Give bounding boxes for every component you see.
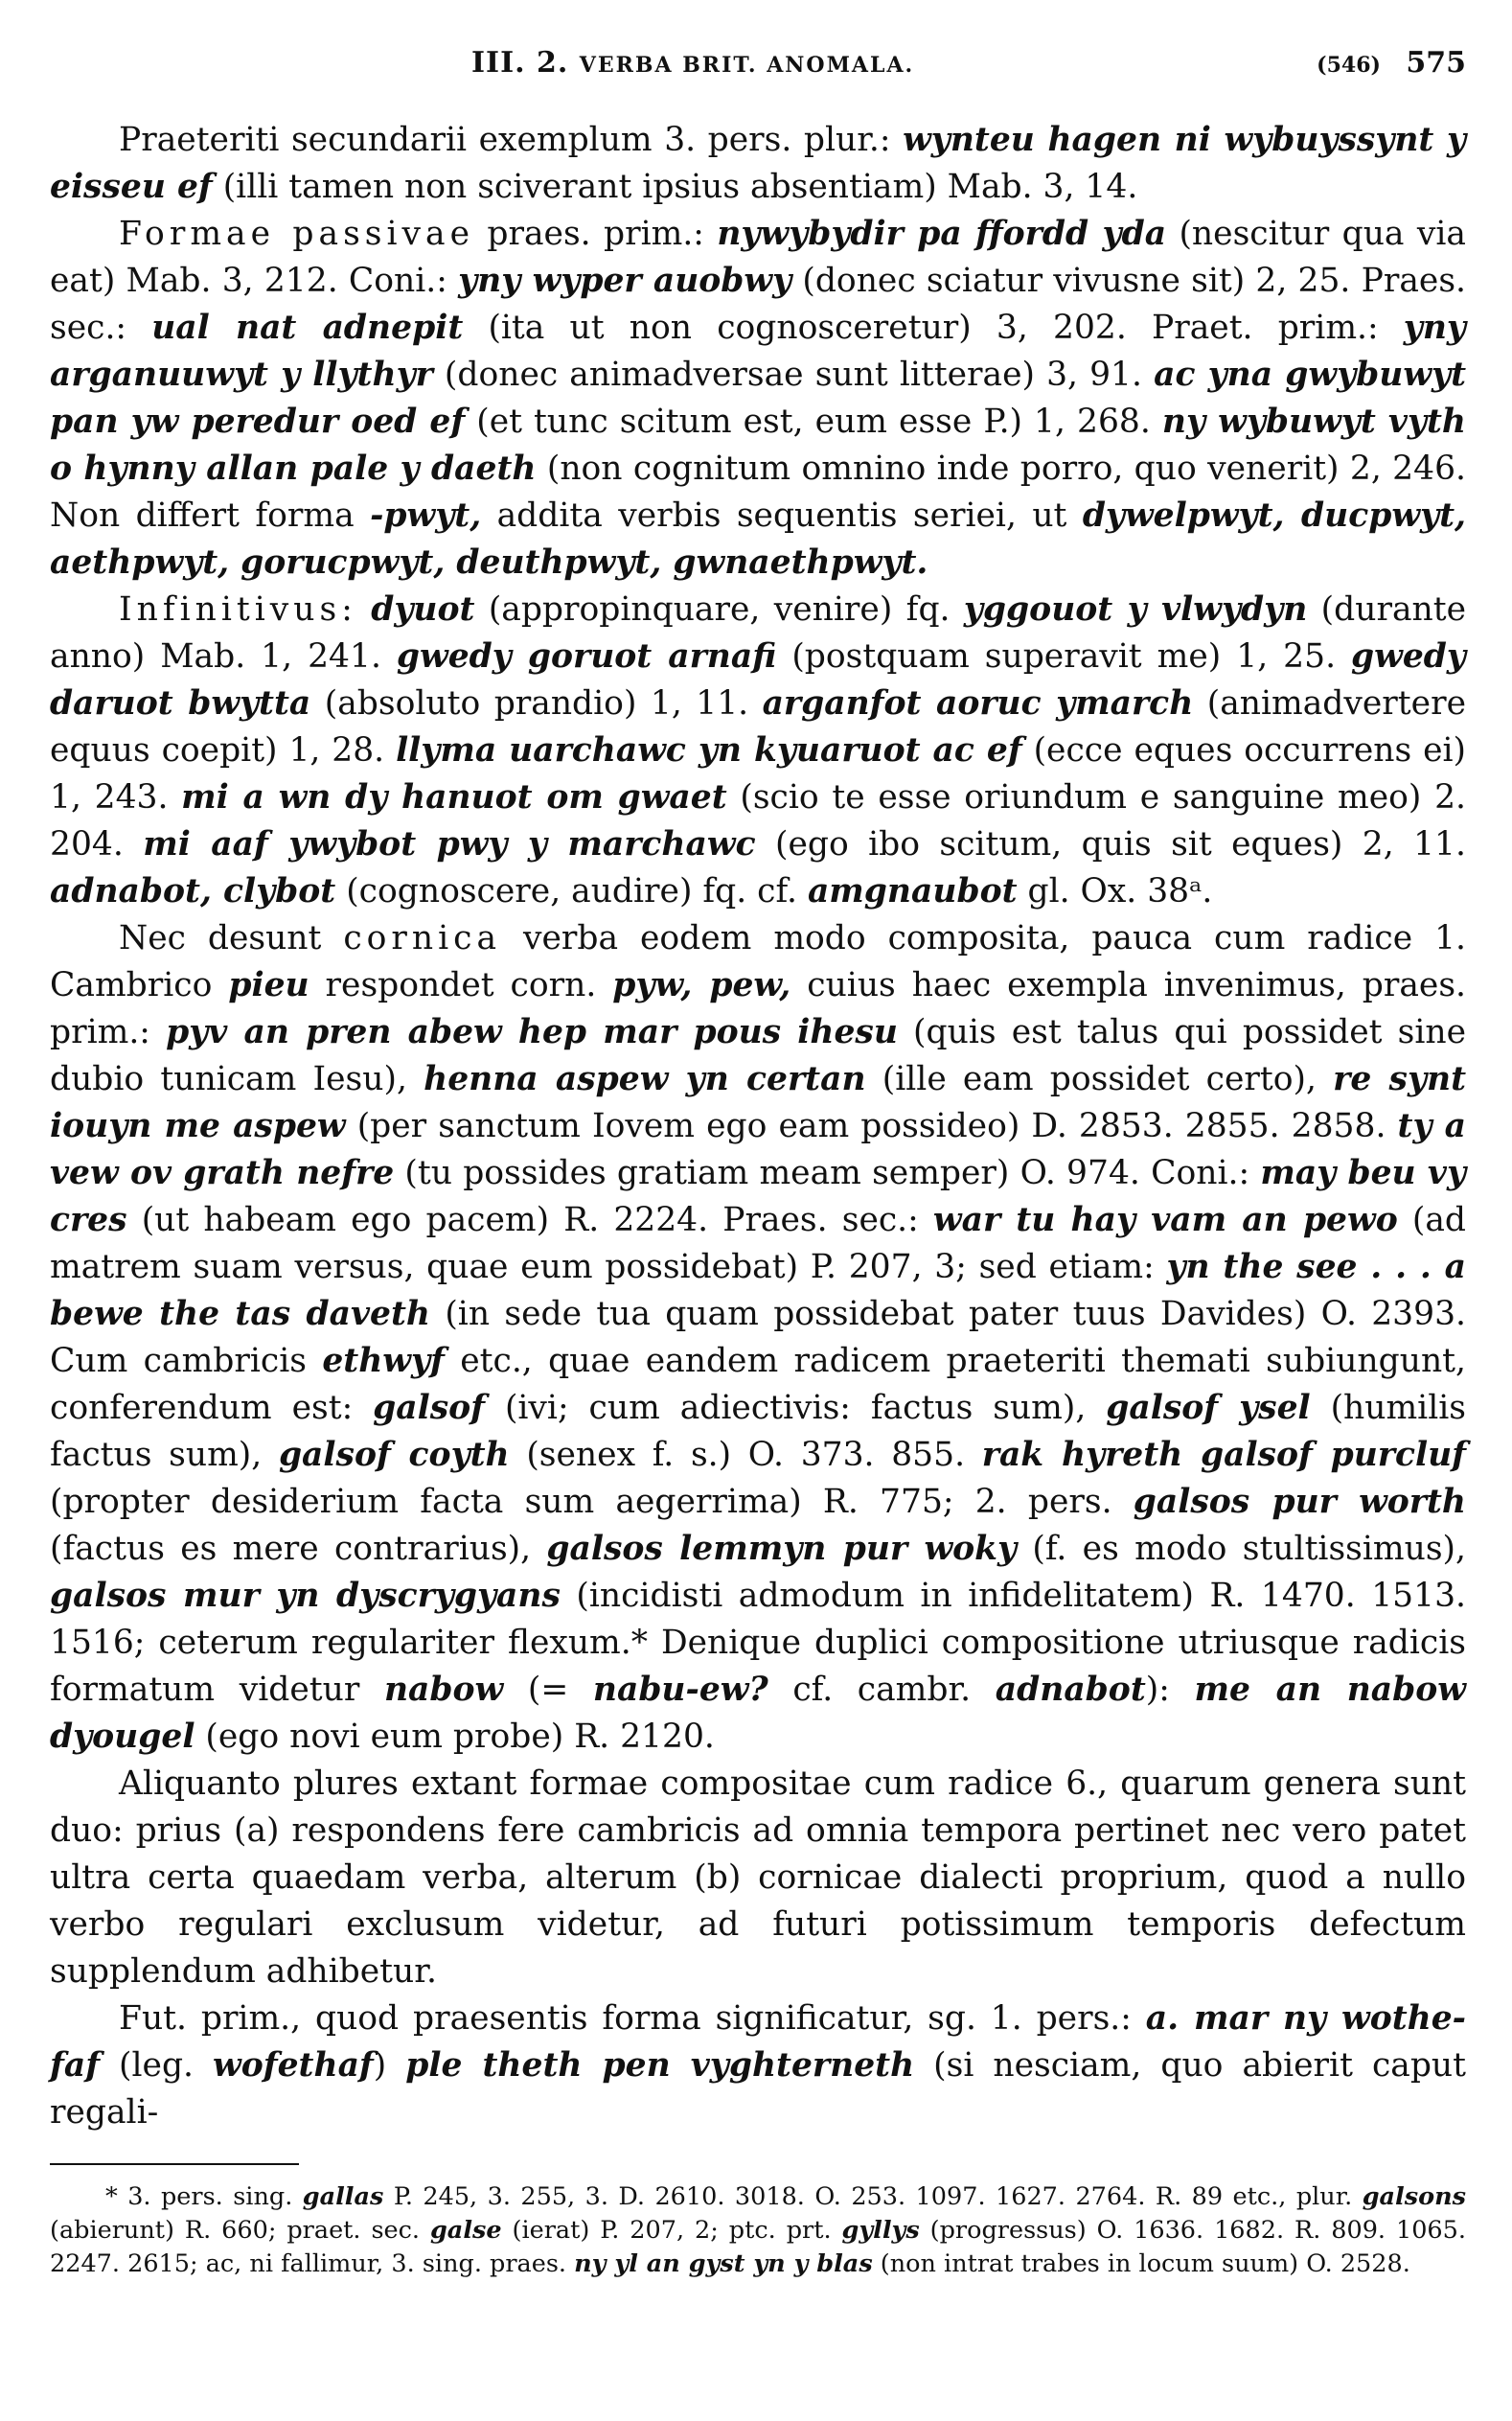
edition-page-number: (546)	[1317, 53, 1381, 78]
running-title	[471, 46, 914, 80]
welsh-cornish-quote: gwedy daruot bwytta	[50, 637, 1466, 723]
paragraph-future	[50, 1995, 1466, 2136]
welsh-cornish-quote: llyma uarchawc yn kyuaruot ac ef	[396, 731, 1022, 770]
welsh-cornish-quote: gyllys	[841, 2216, 920, 2245]
text-run: (abierunt) R. 660; praet. sec.	[50, 2216, 430, 2245]
text-run: cuius haec exempla invenimus, praes. prim.:	[50, 966, 1467, 1051]
welsh-cornish-quote: galsos lemmyn pur woky	[546, 1530, 1018, 1568]
text-run: (ivi; cum adiectivis: factus sum),	[485, 1389, 1107, 1427]
welsh-cornish-quote: mi a wn dy hanuot om gwaet	[181, 778, 727, 817]
spaced-term: cornica	[343, 919, 502, 957]
welsh-cornish-quote: -pwyt,	[370, 496, 482, 535]
text-run: (nescitur qua via eat) Mab. 3, 212. Coni.:	[50, 215, 1466, 300]
text-run: (senex f. s.) O. 373. 855.	[509, 1436, 982, 1474]
text-run: P. 245, 3. 255, 3. D. 2610. 3018. O. 253. 1097. 1627. 2764. R. 89 etc., plur.	[383, 2182, 1363, 2211]
text-run: (non intrat trabes in locum suum) O. 2528.	[872, 2249, 1410, 2278]
text-run: (tu possides gratiam meam semper) O. 974. Coni.:	[394, 1154, 1261, 1192]
text-run: (factus es mere contrarius),	[50, 1530, 547, 1568]
text-run: (ierat) P. 207, 2; ptc. prt.	[501, 2216, 842, 2245]
welsh-cornish-quote: arganfot aoruc ymarch	[762, 684, 1194, 723]
text-run: (per sanctum Iovem ego eam possideo) D. 2853. 2855. 2858.	[345, 1107, 1398, 1145]
text-run: (donec animadversae sunt litterae) 3, 91.	[432, 356, 1155, 394]
text-run: (cognoscere, audire) fq. cf.	[335, 872, 808, 911]
text-run: Praeteriti secundarii exemplum 3. pers. plur.:	[119, 121, 904, 159]
welsh-cornish-quote: ual nat adnepit	[151, 309, 464, 347]
text-run: (progressus) O. 1636. 1682. R. 809. 1065. 2247. 2615; ac, ni fallimur, 3. sing. praes.	[50, 2216, 1466, 2278]
text-run: (ego novi eum probe) R. 2120.	[195, 1718, 715, 1756]
welsh-cornish-quote: mi aaf ywybot pwy y marchawc	[143, 825, 756, 864]
text-run: (ecce eques occurrens ei) 1, 243.	[50, 731, 1467, 817]
welsh-cornish-quote: ty a vew ov grath nefre	[50, 1107, 1466, 1192]
text-run: (scio te esse oriundum e sanguine meo) 2. 204.	[50, 778, 1466, 864]
welsh-cornish-quote: a. mar ny wothe-faf	[50, 1999, 1466, 2085]
text-run: (appropinquare, venire) fq.	[474, 590, 964, 629]
welsh-cornish-quote: dyuot	[371, 590, 475, 629]
welsh-cornish-quote: henna aspew yn certan	[424, 1060, 866, 1098]
text-run: cf. cambr.	[767, 1671, 996, 1709]
text-run: (ad matrem suam versus, quae eum possidebat) P. 207, 3; sed etiam:	[50, 1201, 1466, 1286]
text-run: Fut. prim., quod praesentis forma significatur, sg. 1. pers.:	[119, 1999, 1146, 2038]
text-run: (non cognitum omnino inde porro, quo venerit) 2, 246. Non differt forma	[50, 450, 1466, 535]
paragraph-passive-forms	[50, 211, 1466, 587]
text-run: (incidisti admodum in infidelitatem) R. 1470. 1513. 1516; ceterum regulariter flexum.* Denique duplici compositione utriusque radicis formatum videtur	[50, 1577, 1466, 1709]
running-header	[50, 38, 1466, 96]
welsh-cornish-quote: rak hyreth galsof purcluf	[981, 1436, 1467, 1474]
text-run: (et tunc scitum est, eum esse P.) 1, 268.	[465, 403, 1162, 441]
text-run: addita verbis sequentis seriei, ut	[481, 496, 1083, 535]
text-run: (leg.	[100, 2046, 214, 2085]
welsh-cornish-quote: yny arganuuwyt y llythyr	[50, 309, 1466, 394]
welsh-cornish-quote: nabow	[383, 1671, 504, 1709]
welsh-cornish-quote: pieu	[228, 966, 309, 1004]
text-run: (=	[503, 1671, 593, 1709]
welsh-cornish-quote: yn the see . . . a bewe the tas daveth	[50, 1248, 1467, 1333]
welsh-cornish-quote: war tu hay vam an pewo	[932, 1201, 1398, 1239]
text-run: (si nesciam, quo abierit caput regali-	[50, 2046, 1467, 2132]
spaced-term: Infinitivus:	[119, 590, 357, 629]
welsh-cornish-quote: galsos pur worth	[1133, 1483, 1466, 1521]
header-title: VERBA BRIT. ANOMALA.	[579, 53, 915, 78]
welsh-cornish-quote: gallas	[302, 2182, 384, 2211]
welsh-cornish-quote: wynteu hagen ni wybuyssynt y eisseu ef	[50, 121, 1466, 206]
text-run: (illi tamen non sciverant ipsius absentiam) Mab. 3, 14.	[212, 168, 1138, 206]
welsh-cornish-quote: pyw, pew,	[612, 966, 791, 1004]
welsh-cornish-quote: galse	[429, 2216, 502, 2245]
text-run: (durante anno) Mab. 1, 241.	[50, 590, 1467, 676]
welsh-cornish-quote: ac yna gwybuwyt pan yw peredur oed ef	[50, 356, 1467, 441]
welsh-cornish-quote: nywybydir pa ffordd yda	[717, 215, 1167, 253]
page-numbers	[1317, 46, 1466, 80]
welsh-cornish-quote: pyv an pren abew hep mar pous ihesu	[166, 1013, 898, 1051]
welsh-cornish-quote: gwedy goruot arnafi	[396, 637, 777, 676]
text-run: (ego ibo scitum, quis sit eques) 2, 11.	[755, 825, 1466, 864]
paragraph-infinitive	[50, 587, 1466, 915]
welsh-cornish-quote: galsof	[373, 1389, 485, 1427]
text-run: * 3. pers. sing.	[105, 2182, 303, 2211]
text-run: (quis est talus qui possidet sine dubio tunicam Iesu),	[50, 1013, 1466, 1098]
paragraph-cornish-verbs	[50, 915, 1466, 1761]
text-run: verba eodem modo composita, pauca cum radice 1. Cambrico	[50, 919, 1466, 1004]
welsh-cornish-quote: me an nabow dyougel	[50, 1671, 1466, 1756]
welsh-cornish-quote: galsos mur yn dyscrygyans	[50, 1577, 561, 1615]
welsh-cornish-quote: may beu vy cres	[50, 1154, 1466, 1239]
text-run: ):	[1145, 1671, 1195, 1709]
welsh-cornish-quote: yny wyper auobwy	[458, 262, 792, 300]
welsh-cornish-quote: galsof coyth	[278, 1436, 510, 1474]
text-run: Aliquanto plures extant formae compositae cum radice 6., quarum genera sunt duo: prius (a) respondens fere cambricis ad omnia tempora pertinet nec vero patet ultra certa quaedam verba, alterum (b) cornicae dialecti proprium, quod a nullo verbo regulari exclusum videtur, ad futuri potissimum temporis defectum supplendum adhibetur.	[50, 1764, 1466, 1991]
welsh-cornish-quote: ethwyf	[322, 1342, 445, 1380]
welsh-cornish-quote: adnabot	[995, 1671, 1146, 1709]
welsh-cornish-quote: ny wybuwyt vyth o hynny allan pale y daeth	[50, 403, 1466, 488]
section-number: III. 2.	[471, 46, 569, 80]
welsh-cornish-quote: ny yl an gyst yn y blas	[574, 2249, 873, 2278]
footnote	[50, 2180, 1466, 2281]
welsh-cornish-quote: yggouot y vlwydyn	[963, 590, 1308, 629]
text-run: (ut habeam ego pacem) R. 2224. Praes. sec.:	[126, 1201, 933, 1239]
paragraph-preterite-example	[50, 117, 1466, 211]
paragraph-compound-forms	[50, 1761, 1466, 1995]
text-run: (ita ut non cognosceretur) 3, 202. Praet. prim.:	[463, 309, 1404, 347]
text-run: (propter desiderium facta sum aegerrima) R. 775; 2. pers.	[50, 1483, 1134, 1521]
spaced-term: Formae passivae	[119, 215, 474, 253]
welsh-cornish-quote: dywelpwyt, ducpwyt, aethpwyt, gorucpwyt, deuthpwyt, gwnaethpwyt.	[50, 496, 1467, 582]
text-run: (absoluto prandio) 1, 11.	[310, 684, 763, 723]
welsh-cornish-quote: galsof ysel	[1106, 1389, 1311, 1427]
text-run: )	[373, 2046, 406, 2085]
text-run: (ille eam possidet certo),	[865, 1060, 1334, 1098]
text-run: etc., quae eandem radicem praeteriti themati subiungunt, conferendum est:	[50, 1342, 1466, 1427]
text-run: (f. es modo stultissimus),	[1017, 1530, 1466, 1568]
welsh-cornish-quote: nabu-ew?	[592, 1671, 768, 1709]
text-run: (humilis factus sum),	[50, 1389, 1466, 1474]
welsh-cornish-quote: adnabot, clybot	[50, 872, 336, 911]
body-text	[50, 117, 1466, 2136]
welsh-cornish-quote: galsons	[1362, 2182, 1466, 2211]
page-number: 575	[1406, 46, 1466, 80]
book-page	[50, 38, 1466, 2281]
text-run: respondet corn.	[309, 966, 613, 1004]
text-run: (animadvertere equus coepit) 1, 28.	[50, 684, 1466, 770]
text-run: (postquam superavit me) 1, 25.	[776, 637, 1352, 676]
text-run: gl. Ox. 38ᵃ.	[1017, 872, 1213, 911]
welsh-cornish-quote: re synt iouyn me aspew	[50, 1060, 1467, 1145]
text-run: (donec sciatur vivusne sit) 2, 25. Praes. sec.:	[50, 262, 1466, 347]
welsh-cornish-quote: ple theth pen vyghterneth	[405, 2046, 915, 2085]
text-run: (in sede tua quam possidebat pater tuus Davides) O. 2393. Cum cambricis	[50, 1295, 1466, 1380]
welsh-cornish-quote: amgnaubot	[807, 872, 1018, 911]
welsh-cornish-quote: wofethaf	[213, 2046, 374, 2085]
text-run: Nec desunt	[119, 919, 344, 957]
text-run: praes. prim.:	[473, 215, 718, 253]
text-run	[357, 590, 371, 629]
footnote-rule	[50, 2163, 299, 2165]
